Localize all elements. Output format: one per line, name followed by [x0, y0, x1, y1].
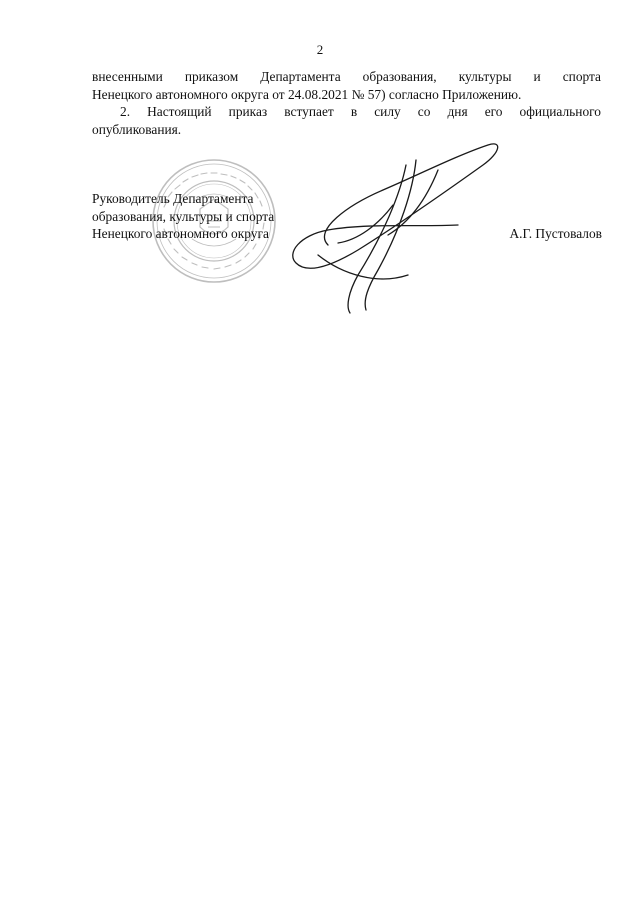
signer-position-line-3: Ненецкого автономного округа	[92, 226, 269, 241]
paragraph-2	[92, 103, 601, 138]
signature-block	[92, 190, 274, 243]
handwritten-signature-icon	[288, 135, 503, 320]
paragraph-2-line-1: 2. Настоящий приказ вступает в силу со дня его официального	[120, 104, 601, 119]
paragraph-1-line-2: Ненецкого автономного округа от 24.08.2021 № 57) согласно Приложению.	[92, 86, 522, 102]
signer-position-line-1: Руководитель Департамента	[92, 191, 254, 206]
signer-position-line-2: образования, культуры и спорта	[92, 208, 275, 224]
page-number: 2	[316, 42, 324, 57]
paragraph-1-line-1: внесенными приказом Департамента образования, культуры и спорта	[92, 69, 601, 84]
signer-name: А.Г. Пустовалов	[509, 226, 602, 241]
paragraph-2-line-2: опубликования.	[92, 121, 182, 137]
paragraph-1	[92, 68, 601, 103]
